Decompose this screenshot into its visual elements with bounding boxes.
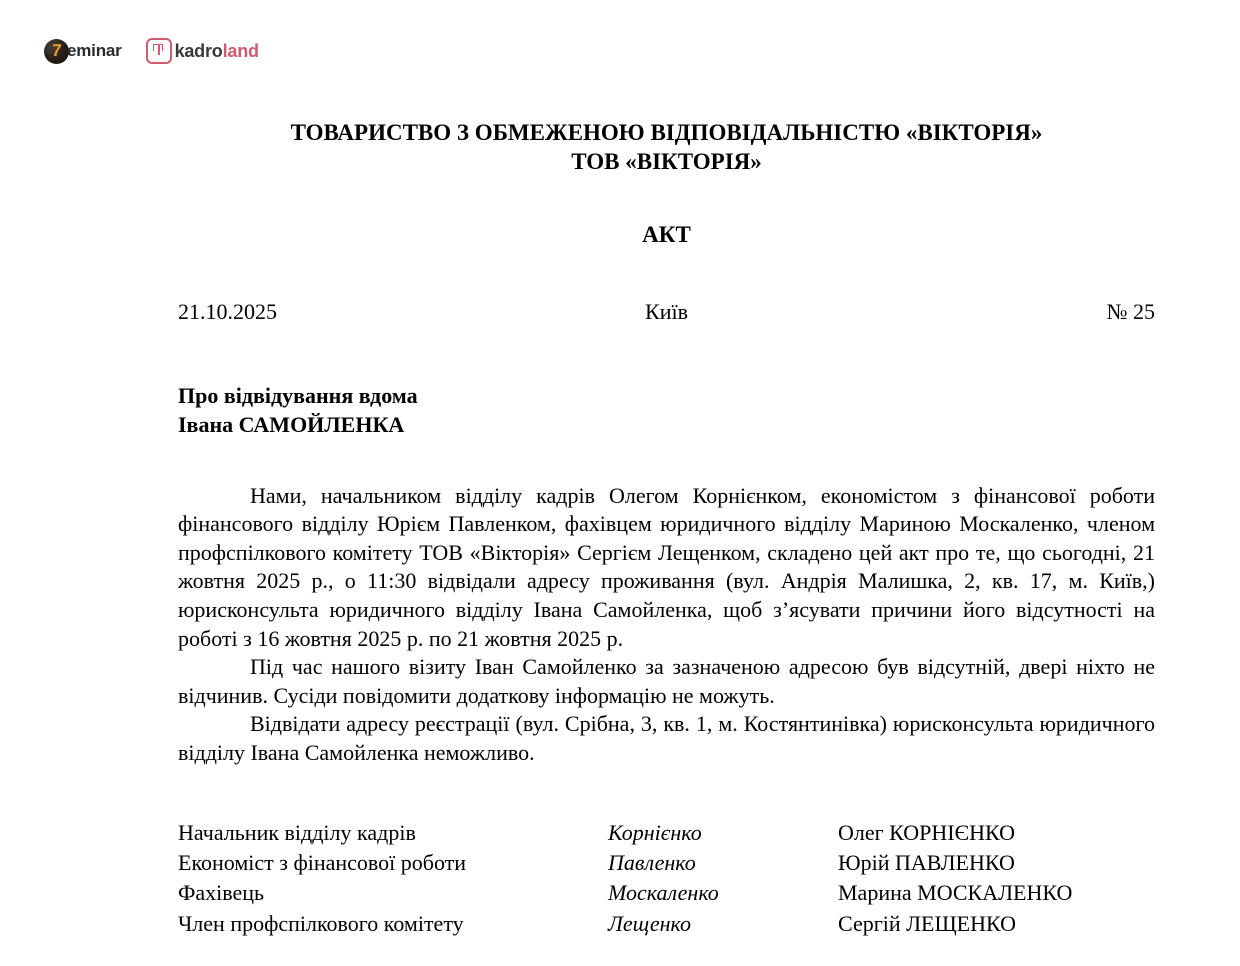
zeminar-circle-7-icon [44,39,69,64]
zeminar-wordmark: eminar [67,41,122,60]
kadroland-wordmark-dark: kadro [174,40,223,61]
signatory-position: Економіст з фінансової роботи [178,849,467,875]
document-page [178,0,1155,939]
signature-row [178,909,1155,939]
zeminar-logo [44,39,122,64]
document-subject-line-1: Про відвідування вдома [178,383,418,409]
signatory-position: Член профспілкового комітету [178,910,464,936]
signatory-signature: Москаленко [608,880,719,906]
signatory-signature: Лещенко [608,910,691,936]
document-kind-heading: АКТ [642,222,691,248]
document-body [178,482,1155,768]
signature-block [178,818,1155,939]
organization-title [178,118,1155,176]
document-number: № 25 [1106,299,1155,325]
signatory-position: Фахівець [178,880,265,906]
signature-row [178,818,1155,848]
document-meta-row [178,299,1155,325]
organization-title-line-2: ТОВ «ВІКТОРІЯ» [571,149,762,175]
signatory-name: Сергій ЛЕЩЕНКО [838,910,1017,936]
signatory-name: Марина МОСКАЛЕНКО [838,880,1073,906]
signatory-signature: Корнієнко [608,819,702,845]
signature-row [178,848,1155,878]
kadroland-house-icon [146,38,172,64]
body-paragraph-2: Під час нашого візиту Іван Самойленко за зазначеною адресою був відсутній, двері ніхто не відчинив. Сусіди повідомити додаткову інформацію не можуть. [178,654,1155,708]
signatory-name: Юрій ПАВЛЕНКО [838,849,1015,875]
kadroland-wordmark-accent: land [222,40,259,61]
organization-title-line-1: ТОВАРИСТВО З ОБМЕЖЕНОЮ ВІДПОВІДАЛЬНІСТЮ «ВІКТОРІЯ» [290,120,1043,145]
signature-row [178,878,1155,908]
document-subject [178,382,1155,439]
body-paragraph-1: Нами, начальником відділу кадрів Олегом Корнієнком, економістом з фінансової роботи фінансового відділу Юрієм Павленком, фахівцем юридичного відділу Мариною Москаленко, членом профспілкового комітету ТОВ «Вікторія» Сергієм Лещенком, складено цей акт про те, що сьогодні, 21 жовтня 2025 р., о 11:30 відвідали адресу проживання (вул. Андрія Малишка, 2, кв. 17, м. Київ,) юрисконсульта юридичного відділу Івана Самойленка, щоб з’ясувати причини його відсутності на роботі з 16 жовтня 2025 р. по 21 жовтня 2025 р. [178,482,1155,651]
document-city: Київ [645,299,688,325]
signatory-name: Олег КОРНІЄНКО [838,819,1016,845]
body-paragraph-3: Відвідати адресу реєстрації (вул. Срібна, 3, кв. 1, м. Костянтинівка) юрисконсульта юридичного відділу Івана Самойленка неможливо. [178,711,1155,765]
signatory-position: Начальник відділу кадрів [178,819,416,845]
document-subject-line-2: Івана САМОЙЛЕНКА [178,412,405,437]
zeminar-seven-glyph: 7 [51,40,62,60]
document-date: 21.10.2025 [178,299,277,325]
signatory-signature: Павленко [608,849,696,875]
